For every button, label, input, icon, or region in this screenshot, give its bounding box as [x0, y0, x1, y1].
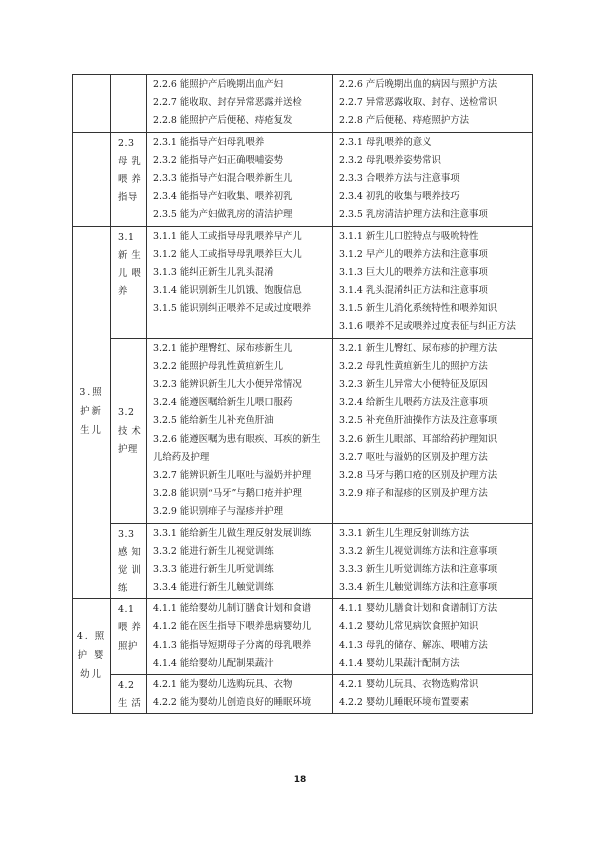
- sub-unit-cell: [111, 132, 147, 226]
- skill-item: 3.2.1 能护理臀红、尿布疹新生儿: [153, 342, 293, 354]
- skill-item: 2.2.6 能照护产后晚期出血产妇: [153, 79, 283, 90]
- table-row: [73, 599, 533, 675]
- sub-unit-label: 2.3: [118, 137, 135, 149]
- sub-unit-label: 练: [118, 583, 128, 595]
- sub-unit-label: 感 知: [118, 546, 142, 558]
- unit-label: 生儿: [80, 424, 103, 436]
- table-row: [73, 132, 533, 226]
- sub-unit-label: 技 术: [118, 425, 142, 437]
- unit-cell: [73, 226, 111, 599]
- knowledge-requirements-cell: [333, 338, 533, 523]
- knowledge-item: 3.2.7 呕吐与溢奶的区别及护理方法: [339, 451, 488, 463]
- knowledge-item: 3.2.3 新生儿异常大小便特征及原因: [339, 379, 488, 391]
- knowledge-item: 2.2.7 异常恶露收取、封存、送检常识: [339, 97, 498, 109]
- sub-unit-label: 4.2: [118, 680, 135, 692]
- skill-item: 3.3.1 能给新生儿做生理反射发展训练: [153, 527, 312, 539]
- sub-unit-label: 护理: [118, 443, 138, 455]
- knowledge-item: 2.3.1 母乳喂养的意义: [339, 136, 432, 148]
- knowledge-item: 2.3.4 初乳的收集与喂养技巧: [339, 191, 460, 203]
- skill-item: 3.3.2 能进行新生儿视觉训练: [153, 545, 274, 557]
- knowledge-item: 3.2.8 马牙与鹅口疮的区别及护理方法: [339, 469, 498, 481]
- knowledge-item: 4.1.1 婴幼儿膳食计划和食谱制订方法: [339, 603, 498, 615]
- skill-item: 3.1.5 能识别纠正喂养不足或过度喂养: [153, 303, 312, 315]
- skill-item: 2.3.5 能为产妇做乳房的清洁护理: [153, 209, 293, 221]
- knowledge-item: 4.2.2 婴幼儿睡眠环境布置要素: [339, 697, 469, 709]
- sub-unit-label: 照护: [118, 640, 138, 652]
- skill-requirements-cell: [147, 338, 333, 523]
- skill-item: 3.1.1 能人工或指导母乳喂养早产儿: [153, 230, 302, 242]
- page-number: 18: [293, 775, 307, 785]
- skill-item: 3.3.4 能进行新生儿触觉训练: [153, 582, 274, 594]
- knowledge-item: 3.1.6 喂养不足或喂养过度表征与纠正方法: [339, 321, 516, 333]
- sub-unit-label: 母 乳: [118, 155, 142, 167]
- knowledge-item: 2.3.5 乳房清洁护理方法和注意事项: [339, 209, 488, 221]
- skill-item: 3.1.3 能纠正新生儿乳头混淆: [153, 266, 274, 278]
- knowledge-item: 3.1.1 新生儿口腔特点与吸吮特性: [339, 230, 479, 242]
- unit-label: 护新: [80, 405, 103, 417]
- knowledge-item: 3.2.6 新生儿眼部、耳部给药护理知识: [339, 433, 498, 445]
- table-row: [73, 675, 533, 714]
- knowledge-item: 3.1.2 早产儿的喂养方法和注意事项: [339, 248, 488, 260]
- knowledge-item: 3.1.4 乳头混淆纠正方法和注意事项: [339, 285, 488, 297]
- sub-unit-label: 指导: [118, 192, 138, 204]
- skill-requirements-cell: [147, 226, 333, 338]
- knowledge-item: 4.1.2 婴幼儿常见病饮食照护知识: [339, 621, 479, 633]
- skill-item: 4.1.1 能给婴幼儿制订膳食计划和食谱: [153, 603, 312, 615]
- knowledge-item: 3.3.2 新生儿视觉训练方法和注意事项: [339, 545, 498, 557]
- knowledge-requirements-cell: [333, 75, 533, 133]
- skill-requirements-cell: [147, 523, 333, 599]
- knowledge-item: 4.2.1 婴幼儿玩具、衣物选购常识: [339, 679, 479, 691]
- unit-label: 3.照: [79, 386, 104, 398]
- sub-unit-cell: [111, 523, 147, 599]
- skill-requirements-cell: [147, 75, 333, 133]
- knowledge-item: 3.3.4 新生儿触觉训练方法和注意事项: [339, 582, 498, 594]
- knowledge-item: 2.3.3 合喂养方法与注意事项: [339, 172, 460, 184]
- table-row: [73, 226, 533, 338]
- skill-item: 3.2.2 能照护母乳性黄疸新生儿: [153, 360, 283, 372]
- knowledge-item: 3.2.4 给新生儿喂药方法及注意事项: [339, 397, 488, 409]
- skill-item: 2.3.4 能指导产妇收集、喂养初乳: [153, 191, 293, 203]
- skill-item: 3.2.6 能遵医嘱为患有眼疾、耳疾的新生儿给药及护理: [153, 433, 321, 463]
- knowledge-item: 3.3.1 新生儿生理反射训练方法: [339, 527, 469, 539]
- sub-unit-cell: [111, 675, 147, 714]
- knowledge-item: 4.1.4 婴幼儿果蔬汁配制方法: [339, 657, 460, 669]
- skill-item: 2.2.8 能照护产后便秘、痔疮复发: [153, 115, 293, 127]
- unit-label: 护 婴: [77, 649, 106, 661]
- skill-item: 4.1.2 能在医生指导下喂养患病婴幼儿: [153, 621, 312, 633]
- skill-item: 4.2.2 能为婴幼儿创造良好的睡眠环境: [153, 697, 312, 709]
- sub-unit-cell: [111, 226, 147, 338]
- occupational-standard-table: [72, 74, 533, 714]
- knowledge-item: 3.2.5 补充鱼肝油操作方法及注意事项: [339, 415, 498, 427]
- sub-unit-label: 儿 喂: [118, 267, 142, 279]
- sub-unit-label: 4.1: [118, 604, 135, 616]
- unit-cell-empty: [73, 132, 111, 226]
- sub-unit-label: 养: [118, 286, 128, 298]
- knowledge-item: 3.1.3 巨大儿的喂养方法和注意事项: [339, 266, 488, 278]
- knowledge-requirements-cell: [333, 675, 533, 714]
- knowledge-item: 3.1.5 新生儿消化系统特性和喂养知识: [339, 303, 498, 315]
- knowledge-item: 2.2.8 产后便秘、痔疮照护方法: [339, 115, 469, 127]
- knowledge-requirements-cell: [333, 599, 533, 675]
- knowledge-item: 3.2.1 新生儿臀红、尿布疹的护理方法: [339, 342, 498, 354]
- skill-item: 3.2.9 能识别痱子与湿疹并护理: [153, 506, 283, 518]
- sub-unit-label: 3.2: [118, 407, 135, 419]
- knowledge-requirements-cell: [333, 523, 533, 599]
- sub-unit-cell: [111, 338, 147, 523]
- sub-unit-label: 3.1: [118, 231, 135, 243]
- skill-item: 3.1.4 能识别新生儿饥饿、饱腹信息: [153, 285, 302, 297]
- sub-unit-label: 生 活: [118, 698, 142, 710]
- skill-item: 2.3.1 能指导产妇母乳喂养: [153, 136, 265, 148]
- knowledge-item: 3.2.2 母乳性黄疸新生儿的照护方法: [339, 360, 488, 372]
- skill-requirements-cell: [147, 132, 333, 226]
- sub-unit-cell: [111, 599, 147, 675]
- skill-item: 3.2.4 能遵医嘱给新生儿喂口服药: [153, 397, 293, 409]
- sub-unit-label: 觉 训: [118, 564, 142, 576]
- table-row: [73, 338, 533, 523]
- skill-item: 2.3.2 能指导产妇正确喂哺姿势: [153, 154, 283, 166]
- unit-cell-empty: [73, 75, 111, 133]
- skill-item: 3.2.3 能辨识新生儿大小便异常情况: [153, 379, 302, 391]
- table-row: [73, 523, 533, 599]
- skill-item: 4.1.4 能给婴幼儿配制果蔬汁: [153, 657, 274, 669]
- sub-unit-label: 3.3: [118, 528, 135, 540]
- knowledge-requirements-cell: [333, 226, 533, 338]
- knowledge-item: 3.3.3 新生儿听觉训练方法和注意事项: [339, 563, 498, 575]
- table-row: [73, 75, 533, 133]
- skill-item: 2.3.3 能指导产妇混合喂养新生儿: [153, 172, 293, 184]
- skill-item: 4.1.3 能指导短期母子分离的母乳喂养: [153, 639, 312, 651]
- unit-cell: [73, 599, 111, 714]
- knowledge-item: 3.2.9 痱子和湿疹的区别及护理方法: [339, 488, 488, 500]
- knowledge-item: 2.3.2 母乳喂养姿势常识: [339, 154, 441, 166]
- unit-label: 4. 照: [76, 630, 107, 642]
- skill-item: 2.2.7 能收取、封存异常恶露并送检: [153, 97, 302, 109]
- skill-item: 4.2.1 能为婴幼儿选购玩具、衣物: [153, 679, 293, 691]
- sub-unit-cell-empty: [111, 75, 147, 133]
- knowledge-item: 2.2.6 产后晚期出血的病因与照护方法: [339, 79, 498, 90]
- skill-requirements-cell: [147, 675, 333, 714]
- skill-item: 3.1.2 能人工或指导母乳喂养巨大儿: [153, 248, 302, 260]
- knowledge-requirements-cell: [333, 132, 533, 226]
- skill-item: 3.2.5 能给新生儿补充鱼肝油: [153, 415, 274, 427]
- knowledge-item: 4.1.3 母乳的储存、解冻、喂哺方法: [339, 639, 488, 651]
- skill-requirements-cell: [147, 599, 333, 675]
- sub-unit-label: 喂 养: [118, 173, 142, 185]
- skill-item: 3.2.7 能辨识新生儿呕吐与溢奶并护理: [153, 469, 312, 481]
- skill-item: 3.3.3 能进行新生儿听觉训练: [153, 563, 274, 575]
- sub-unit-label: 喂 养: [118, 622, 142, 634]
- skill-item: 3.2.8 能识别“马牙”与鹅口疮并护理: [153, 488, 302, 500]
- sub-unit-label: 新 生: [118, 249, 142, 261]
- unit-label: 幼儿: [80, 668, 103, 680]
